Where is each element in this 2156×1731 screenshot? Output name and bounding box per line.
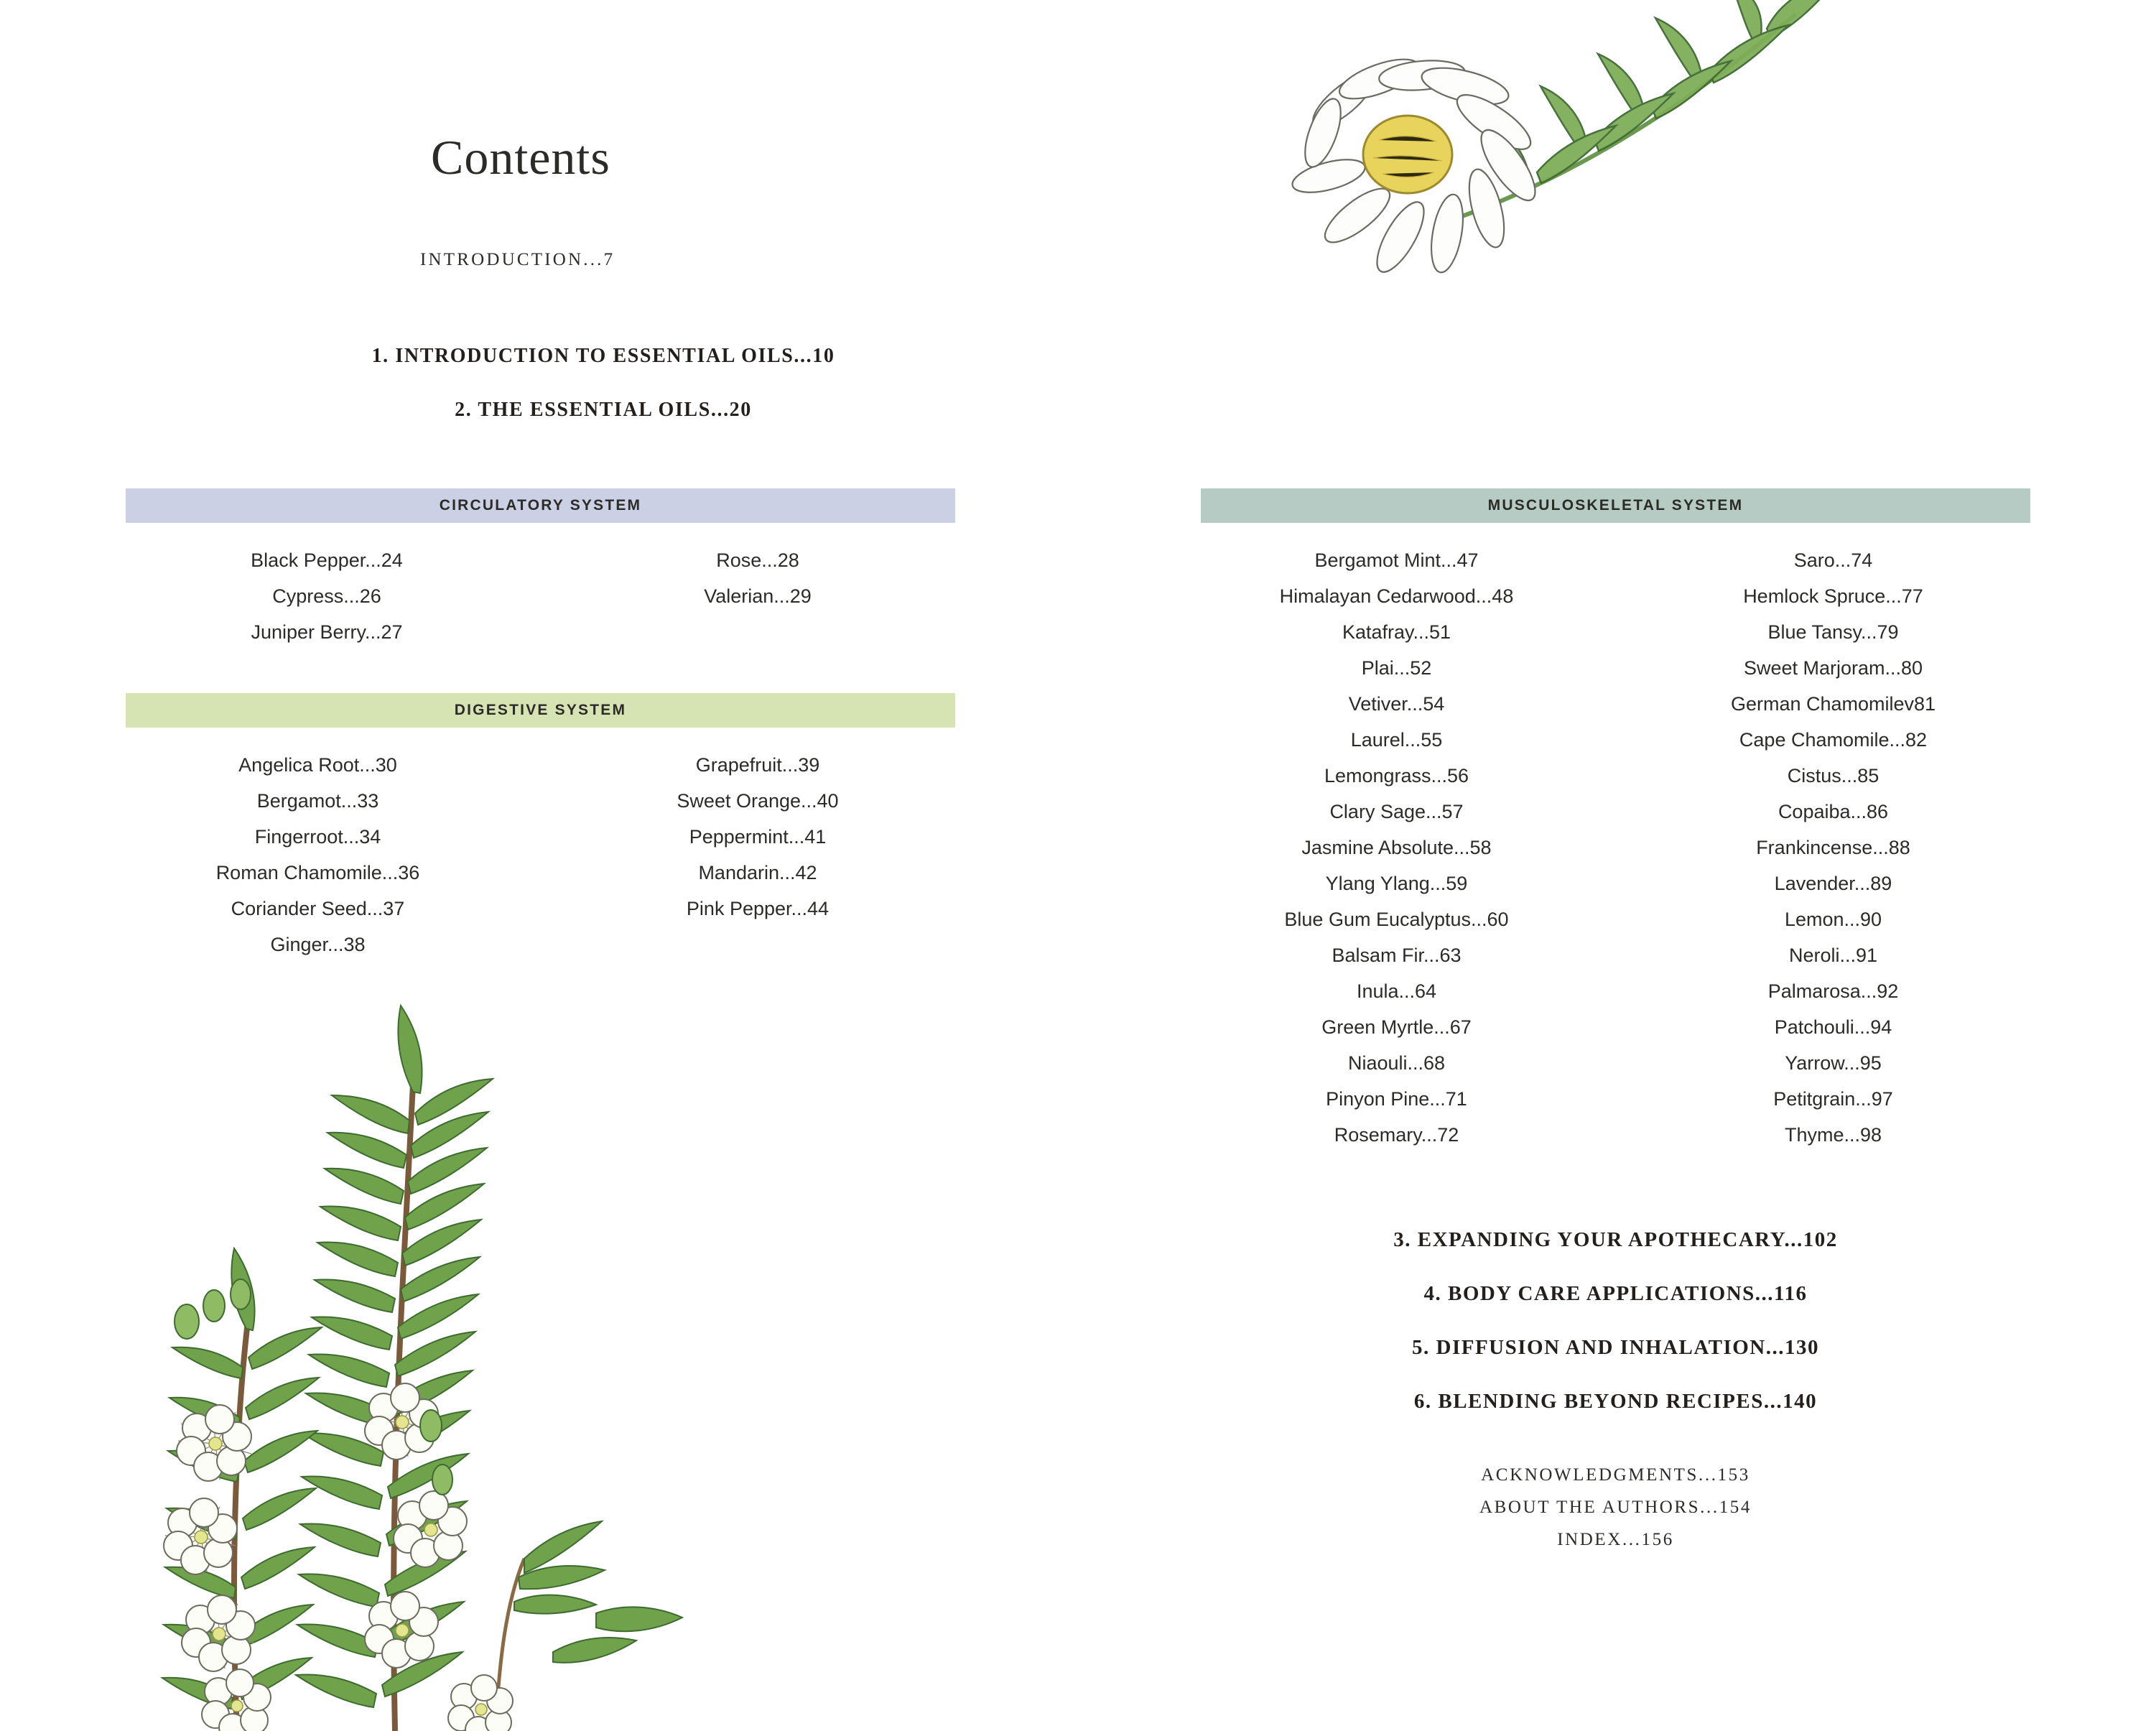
list-item: Sweet Orange...40 (677, 790, 839, 812)
list-item: Lavender...89 (1774, 873, 1892, 894)
list-item: Roman Chamomile...36 (215, 862, 420, 883)
list-item: Petitgrain...97 (1773, 1088, 1893, 1110)
list-item: Valerian...29 (704, 585, 812, 607)
toc-chapter-4: 4. BODY CARE APPLICATIONS...116 (1423, 1282, 1808, 1305)
list-item: Patchouli...94 (1774, 1016, 1892, 1038)
list-item: Lemon...90 (1784, 909, 1882, 930)
list-item: Green Myrtle...67 (1321, 1016, 1472, 1038)
list-item: Peppermint...41 (689, 826, 827, 848)
list-item: Coriander Seed...37 (231, 898, 405, 919)
list-item: Angelica Root...30 (238, 754, 397, 776)
list-item: Himalayan Cedarwood...48 (1279, 585, 1514, 607)
list-item: Plai...52 (1361, 657, 1432, 679)
section-header-digestive (126, 693, 955, 728)
myrtle-branch-illustration (93, 984, 883, 1731)
list-item: Grapefruit...39 (695, 754, 820, 776)
toc-list-digestive-col1 (126, 747, 510, 962)
list-item: Rose...28 (716, 549, 799, 571)
list-item: Mandarin...42 (698, 862, 817, 883)
list-item: Pink Pepper...44 (686, 898, 830, 919)
toc-list-circulatory-col2 (575, 542, 941, 614)
list-item: Bergamot Mint...47 (1314, 549, 1479, 571)
list-item: Lemongrass...56 (1324, 765, 1469, 786)
toc-entry-index: INDEX...156 (1557, 1530, 1674, 1549)
section-header-circulatory (126, 488, 955, 523)
list-item: Yarrow...95 (1785, 1052, 1882, 1074)
list-item: Cypress...26 (272, 585, 381, 607)
toc-chapter-6: 6. BLENDING BEYOND RECIPES...140 (1413, 1390, 1818, 1413)
list-item: Ylang Ylang...59 (1325, 873, 1468, 894)
list-item: Jasmine Absolute...58 (1301, 837, 1492, 858)
toc-list-musculoskeletal-col2 (1637, 542, 2029, 1153)
list-item: Blue Gum Eucalyptus...60 (1284, 909, 1509, 930)
list-item: Hemlock Spruce...77 (1743, 585, 1923, 607)
list-item: Sweet Marjoram...80 (1743, 657, 1923, 679)
toc-list-musculoskeletal-col1 (1201, 542, 1592, 1153)
list-item: Inula...64 (1356, 980, 1437, 1002)
list-item: Niaouli...68 (1347, 1052, 1446, 1074)
page-title: Contents (431, 130, 610, 185)
list-item: Vetiver...54 (1348, 693, 1445, 715)
toc-chapter-3: 3. EXPANDING YOUR APOTHECARY...102 (1393, 1228, 1838, 1251)
chamomile-flower-illustration (1264, 0, 1860, 431)
list-item: Ginger...38 (270, 934, 366, 955)
list-item: Bergamot...33 (256, 790, 379, 812)
section-header-label: CIRCULATORY SYSTEM (439, 497, 642, 514)
section-header-musculoskeletal (1201, 488, 2030, 523)
section-header-label: MUSCULOSKELETAL SYSTEM (1487, 497, 1744, 514)
toc-chapter-5: 5. DIFFUSION AND INHALATION...130 (1412, 1336, 1819, 1359)
toc-entry-acknowledgments: ACKNOWLEDGMENTS...153 (1481, 1465, 1750, 1485)
list-item: Fingerroot...34 (254, 826, 381, 848)
list-item: Black Pepper...24 (251, 549, 403, 571)
list-item: Katafray...51 (1342, 621, 1451, 643)
list-item: Frankincense...88 (1756, 837, 1910, 858)
toc-list-digestive-col2 (567, 747, 948, 927)
list-item: Juniper Berry...27 (251, 621, 403, 643)
toc-entry-introduction: INTRODUCTION...7 (420, 250, 615, 269)
list-item: Palmarosa...92 (1767, 980, 1899, 1002)
toc-list-circulatory-col1 (144, 542, 510, 650)
list-item: Blue Tansy...79 (1767, 621, 1899, 643)
list-item: Balsam Fir...63 (1332, 945, 1462, 966)
list-item: Cape Chamomile...82 (1739, 729, 1928, 751)
toc-chapter-2: 2. THE ESSENTIAL OILS...20 (455, 399, 752, 421)
list-item: Laurel...55 (1350, 729, 1443, 751)
list-item: Clary Sage...57 (1329, 801, 1464, 822)
list-item: Pinyon Pine...71 (1326, 1088, 1467, 1110)
toc-chapter-1: 1. INTRODUCTION TO ESSENTIAL OILS...10 (371, 345, 835, 367)
section-header-label: DIGESTIVE SYSTEM (454, 702, 627, 718)
toc-entry-about-the-authors: ABOUT THE AUTHORS...154 (1479, 1498, 1752, 1517)
list-item: Cistus...85 (1787, 765, 1879, 786)
list-item: Rosemary...72 (1334, 1124, 1459, 1146)
list-item: Neroli...91 (1788, 945, 1878, 966)
list-item: Copaiba...86 (1778, 801, 1889, 822)
list-item: Saro...74 (1793, 549, 1873, 571)
list-item: German Chamomilev81 (1730, 693, 1936, 715)
list-item: Thyme...98 (1784, 1124, 1882, 1146)
